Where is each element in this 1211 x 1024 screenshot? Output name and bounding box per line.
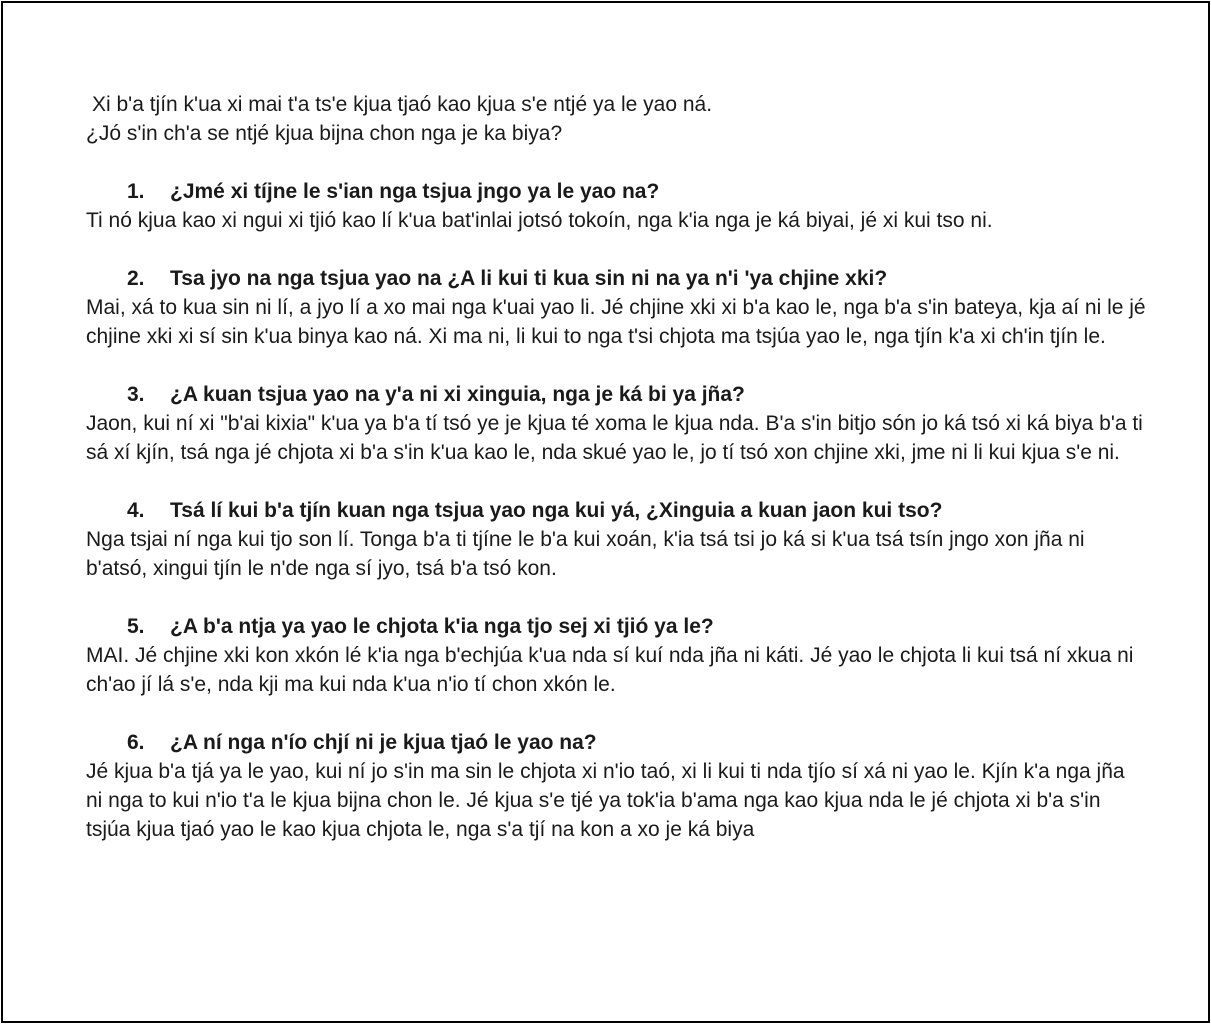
question-6: [86, 728, 1146, 757]
question-text: Tsá lí kui b'a tjín kuan nga tsjua yao nga kui yá, ¿Xinguia a kuan jaon kui tso?: [170, 499, 943, 522]
question-text: ¿A kuan tsjua yao na y'a ni xi xinguia, nga je ká bi ya jña?: [170, 383, 745, 406]
question-2: [86, 264, 1146, 293]
question-number: 2.: [127, 267, 145, 290]
qa-item-2: [86, 264, 1146, 351]
intro-line-1: Xi b'a tjín k'ua xi mai t'a ts'e kjua tjaó kao kjua s'e ntjé ya le yao ná.: [92, 93, 713, 116]
answer-3: Jaon, kui ní xi "b'ai kixia" k'ua ya b'a tí tsó ye je kjua té xoma le kjua nda. B'a s'in bitjo són jo ká tsó xi ká biya b'a ti sá xí kjín, tsá nga jé chjota xi b'a s'in k'ua kao le, nda skué yao le, jo tí tsó xon chjine xki, jme ni li kui kjua s'e ni.: [86, 412, 1143, 464]
qa-item-5: [86, 612, 1146, 699]
answer-6: Jé kjua b'a tjá ya le yao, kui ní jo s'in ma sin le chjota xi n'io taó, xi li kui ti nda tjío sí xá ni yao le. Kjín k'a nga jña ni nga to kui n'io t'a le kjua bijna chon le. Jé kjua s'e tjé ya tok'ia b'ama nga kao kjua nda le jé chjota xi b'a s'in tsjúa kjua tjaó yao le kao kjua chjota le, nga s'a tjí na kon a xo je ká biya: [86, 760, 1125, 841]
intro-line-2: ¿Jó s'in ch'a se ntjé kjua bijna chon nga je ka biya?: [86, 122, 563, 145]
question-number: 4.: [127, 499, 145, 522]
answer-5: MAI. Jé chjine xki kon xkón lé k'ia nga b'echjúa k'ua nda sí kuí nda jña ni káti. Jé yao le chjota li kui tsá ní xkua ni ch'ao jí lá s'e, nda kji ma kui nda k'ua n'io tí chon xkón le.: [86, 644, 1134, 696]
answer-2: Mai, xá to kua sin ni lí, a jyo lí a xo mai nga k'uai yao li. Jé chjine xki xi b'a kao le, nga b'a s'in bateya, kja aí ni le jé chjine xki xi sí sin k'ua binya kao ná. Xi ma ni, li kui to nga t'si chjota ma tsjúa yao le, nga tjín k'a xi ch'in tjín le.: [86, 296, 1146, 348]
question-number: 5.: [127, 615, 145, 638]
qa-item-6: [86, 728, 1146, 844]
answer-4: Nga tsjai ní nga kui tjo son lí. Tonga b'a ti tjíne le b'a kui xoán, k'ia tsá tsi jo ká si k'ua tsá tsín jngo xon jña ni b'atsó, xingui tjín le n'de nga sí jyo, tsá b'a tsó kon.: [86, 528, 1085, 580]
answer-1: Ti nó kjua kao xi ngui xi tjió kao lí k'ua bat'inlai jotsó tokoín, nga k'ia nga je ká biyai, jé xi kui tso ni.: [86, 209, 993, 232]
question-text: ¿A b'a ntja ya yao le chjota k'ia nga tjo sej xi tjió ya le?: [170, 615, 714, 638]
question-3: [86, 380, 1146, 409]
intro-paragraph: [86, 90, 1146, 148]
question-number: 3.: [127, 383, 145, 406]
question-number: 1.: [127, 180, 145, 203]
qa-item-1: [86, 177, 1146, 235]
question-text: ¿Jmé xi tíjne le s'ian nga tsjua jngo ya le yao na?: [170, 180, 660, 203]
question-4: [86, 496, 1146, 525]
question-text: ¿A ní nga n'ío chjí ni je kjua tjaó le yao na?: [170, 731, 597, 754]
question-1: [86, 177, 1146, 206]
question-text: Tsa jyo na nga tsjua yao na ¿A li kui ti kua sin ni na ya n'i 'ya chjine xki?: [170, 267, 888, 290]
question-5: [86, 612, 1146, 641]
qa-item-3: [86, 380, 1146, 467]
document-body: [86, 90, 1146, 844]
question-number: 6.: [127, 731, 145, 754]
qa-item-4: [86, 496, 1146, 583]
